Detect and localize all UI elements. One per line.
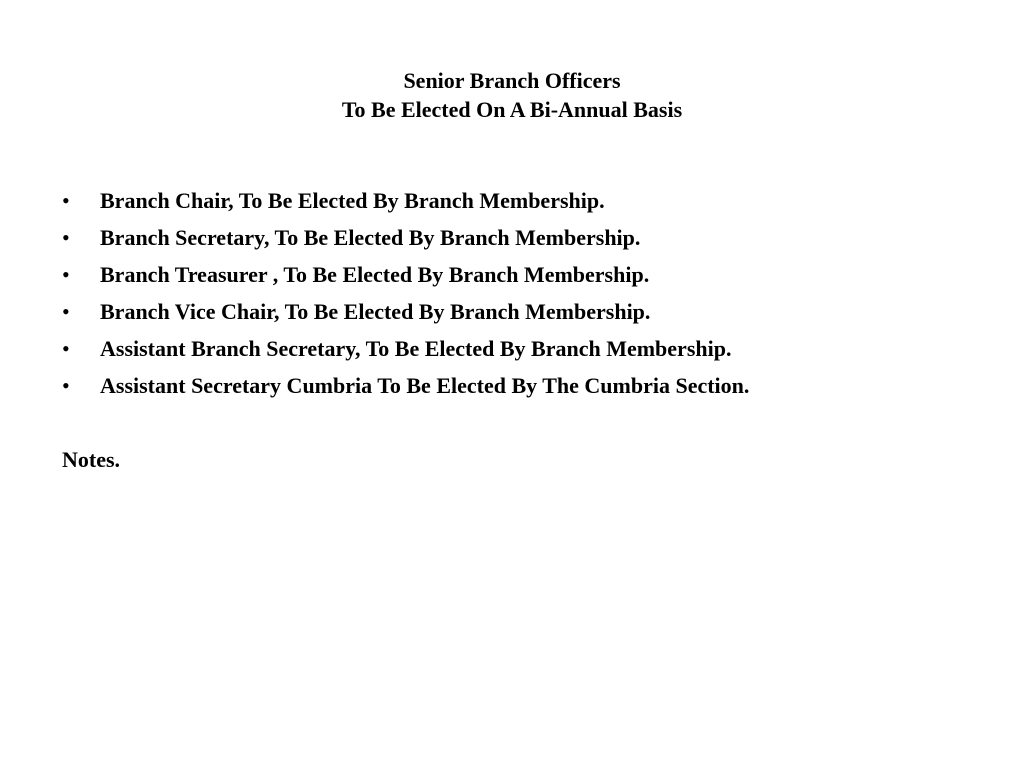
list-item-text: Branch Treasurer , To Be Elected By Branch Membership. [100,262,650,287]
bullet-icon: • [62,262,70,287]
list-item-text: Assistant Branch Secretary, To Be Elected By Branch Membership. [100,336,732,361]
title-line-1: Senior Branch Officers [403,68,621,93]
slide-title [0,66,1024,124]
list-item-text: Branch Secretary, To Be Elected By Branch Membership. [100,225,641,250]
list-item-text: Branch Chair, To Be Elected By Branch Membership. [100,188,605,213]
bullet-icon: • [62,188,70,213]
bullet-icon: • [62,299,70,324]
title-line-2: To Be Elected On A Bi-Annual Basis [341,97,683,122]
bullet-icon: • [62,336,70,361]
bullet-icon: • [62,225,70,250]
list-item-text: Assistant Secretary Cumbria To Be Elected By The Cumbria Section. [100,373,750,398]
notes-label: Notes. [62,447,121,472]
list-item-text: Branch Vice Chair, To Be Elected By Branch Membership. [100,299,651,324]
bullet-icon: • [62,373,70,398]
